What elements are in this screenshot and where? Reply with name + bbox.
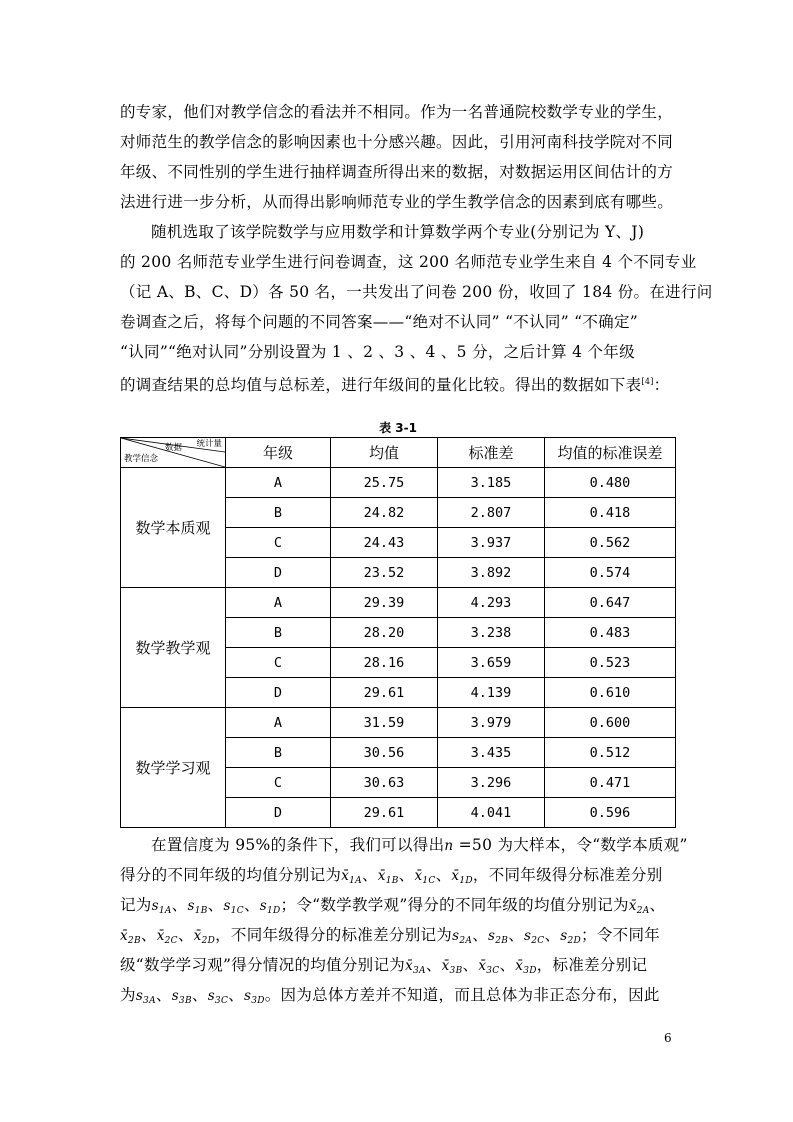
math-subscript: 2C xyxy=(531,936,545,946)
table-cell: A xyxy=(226,708,331,738)
math-subscript: 1D xyxy=(266,906,281,916)
table-cell: B xyxy=(226,498,331,528)
table-row xyxy=(121,468,676,498)
table-cell: 23.52 xyxy=(331,558,438,588)
table-cell: 0.418 xyxy=(545,498,676,528)
table-cell: 29.61 xyxy=(331,798,438,828)
separator: 、 xyxy=(499,956,516,974)
table-cell: 0.596 xyxy=(545,798,676,828)
table-cell: 0.562 xyxy=(545,528,676,558)
math-subscript: 2B xyxy=(127,936,141,946)
table-cell: 3.937 xyxy=(438,528,545,558)
table-cell: C xyxy=(226,768,331,798)
math-subscript: 2A xyxy=(459,936,473,946)
math-subscript: 1C xyxy=(422,876,436,886)
paragraph-1 xyxy=(120,97,676,217)
table-cell: 0.483 xyxy=(545,618,676,648)
table-cell: B xyxy=(226,738,331,768)
text-line: 随机选取了该学院数学与应用数学和计算数学两个专业(分别记为 Y、J) xyxy=(151,223,645,241)
table-cell: C xyxy=(226,528,331,558)
table-cell: 0.610 xyxy=(545,678,676,708)
math-subscript: 2C xyxy=(164,936,178,946)
separator: 、 xyxy=(171,896,188,914)
paragraph-3 xyxy=(120,830,688,1010)
separator: 、 xyxy=(472,926,488,944)
math-symbol: x̄ xyxy=(120,928,128,944)
math-symbol: x̄ xyxy=(628,898,637,914)
group-label: 数学本质观 xyxy=(121,468,226,588)
math-symbol: s xyxy=(135,988,144,1004)
separator: 、 xyxy=(243,896,260,914)
corner-label-bottom: 教学信念 xyxy=(124,454,159,464)
math-symbol: x̄ xyxy=(478,958,487,974)
text-line xyxy=(120,860,676,890)
table-cell: 0.600 xyxy=(545,708,676,738)
table-cell: 3.979 xyxy=(438,708,545,738)
table-cell: A xyxy=(226,468,331,498)
math-symbol: s xyxy=(259,898,267,914)
table-cell: 2.807 xyxy=(438,498,545,528)
math-symbol: s xyxy=(243,988,252,1004)
math-symbol: x̄ xyxy=(441,958,450,974)
text-segment: 的调查结果的总均值与总标差，进行年级间的量化比较。得出的数据如下表 xyxy=(120,376,642,394)
table-cell: D xyxy=(226,678,331,708)
group-label: 数学学习观 xyxy=(121,708,226,828)
table-cell: 30.63 xyxy=(331,768,438,798)
table-cell: 0.471 xyxy=(545,768,676,798)
separator: 、 xyxy=(155,986,172,1004)
math-subscript: 2B xyxy=(495,936,509,946)
group-label: 数学教学观 xyxy=(121,588,226,708)
table-cell: 0.574 xyxy=(545,558,676,588)
separator: 、 xyxy=(462,956,479,974)
text-line: 卷调查之后，将每个问题的不同答案——“绝对不认同” “不认同” “不确定” xyxy=(120,313,639,331)
separator: 、 xyxy=(140,926,157,944)
table-cell: 24.82 xyxy=(331,498,438,528)
math-subscript: 1B xyxy=(385,876,399,886)
math-symbol: s xyxy=(171,988,179,1004)
table-cell: 28.20 xyxy=(331,618,438,648)
data-table xyxy=(120,437,676,828)
math-subscript: 3B xyxy=(178,996,192,1006)
text-segment: 。因为总体方差并不知道，而且总体为非正态分布，因此 xyxy=(264,986,660,1004)
table-cell: 4.139 xyxy=(438,678,545,708)
math-symbol: s xyxy=(187,898,195,914)
separator: 、 xyxy=(508,926,524,944)
table-row xyxy=(121,588,676,618)
table-cell: 0.512 xyxy=(545,738,676,768)
text-segment: 不同年级得分标准差分别 xyxy=(488,866,663,884)
table-cell: 0.480 xyxy=(545,468,676,498)
separator: 、 xyxy=(435,866,452,884)
separator: 、 xyxy=(191,986,208,1004)
table-cell: 25.75 xyxy=(331,468,438,498)
text-line xyxy=(120,980,676,1010)
table-cell: 31.59 xyxy=(331,708,438,738)
column-header: 年级 xyxy=(226,438,331,468)
corner-label-middle: 数据 xyxy=(165,443,183,453)
separator: 、 xyxy=(544,926,561,944)
math-subscript: 2D xyxy=(201,936,216,946)
math-symbol: x̄ xyxy=(405,958,413,974)
table-cell: 3.185 xyxy=(438,468,545,498)
math-subscript: 3C xyxy=(486,966,500,976)
column-header: 均值的标准误差 xyxy=(545,438,676,468)
math-subscript: 1D xyxy=(459,876,473,886)
table-cell: 4.293 xyxy=(438,588,545,618)
text-line: 的 200 名师范专业学生进行问卷调查，这 200 名师范专业学生来自 4 个不同专业 xyxy=(120,253,697,271)
math-subscript: 3A xyxy=(143,996,156,1006)
math-symbol: x̄ xyxy=(414,868,423,884)
table-cell: 3.435 xyxy=(438,738,545,768)
text-line: 年级、不同性别的学生进行抽样调查所得出来的数据，对数据运用区间估计的方 xyxy=(120,163,674,181)
math-symbol: s xyxy=(488,928,496,944)
table-caption: 表 3-1 xyxy=(379,421,417,435)
text-line: 的专家，他们对教学信念的看法并不相同。作为一名普通院校数学专业的学生， xyxy=(120,103,674,121)
table-cell: 3.296 xyxy=(438,768,545,798)
table-cell: 0.523 xyxy=(545,648,676,678)
table-cell: 4.041 xyxy=(438,798,545,828)
separator: 、 xyxy=(177,926,194,944)
text-line: （记 A、B、C、D）各 50 名，一共发出了问卷 200 份，收回了 184 份。在进行问 xyxy=(120,283,713,301)
table-cell: 3.238 xyxy=(438,618,545,648)
table-cell: 30.56 xyxy=(331,738,438,768)
math-symbol: x̄ xyxy=(156,928,165,944)
separator: 、 xyxy=(398,866,415,884)
math-variable-n: n xyxy=(444,838,454,854)
text-line xyxy=(120,830,688,860)
math-symbol: x̄ xyxy=(377,868,386,884)
table-cell: D xyxy=(226,798,331,828)
text-segment: ： xyxy=(653,376,670,394)
separator: 、 xyxy=(649,896,666,914)
text-segment: ；令“数学教学观”得分的不同年级的均值分别记为 xyxy=(280,896,629,914)
math-subscript: 1A xyxy=(349,876,362,886)
math-subscript: 3A xyxy=(412,966,426,976)
text-segment: =50 为大样本，令“数学本质观” xyxy=(453,836,688,854)
text-line: 法进行进一步分析，从而得出影响师范专业的学生教学信念的因素到底有哪些。 xyxy=(120,193,674,211)
table-cell: A xyxy=(226,588,331,618)
table-cell: 29.39 xyxy=(331,588,438,618)
text-line xyxy=(120,890,676,920)
citation-mark: [4] xyxy=(641,377,654,386)
text-line: “认同”“绝对认同”分别设置为 1 、2 、3 、4 、5 分，之后计算 4 个年级 xyxy=(120,343,635,361)
math-symbol: s xyxy=(151,898,159,914)
text-segment: ，标准差分别记 xyxy=(536,956,648,974)
math-symbol: s xyxy=(524,928,532,944)
column-header: 均值 xyxy=(331,438,438,468)
math-subscript: 1B xyxy=(194,906,208,916)
text-segment: 为 xyxy=(120,986,136,1004)
table-cell: 0.647 xyxy=(545,588,676,618)
table-cell: C xyxy=(226,648,331,678)
page-number: 6 xyxy=(664,1031,672,1045)
text-line: 对师范生的教学信念的影响因素也十分感兴趣。因此，引用河南科技学院对不同 xyxy=(120,133,674,151)
text-line xyxy=(120,950,676,980)
table-cell: B xyxy=(226,618,331,648)
separator: 、 xyxy=(228,986,244,1004)
table-header-row xyxy=(121,438,676,468)
table-cell: 3.892 xyxy=(438,558,545,588)
math-subscript: 2D xyxy=(567,936,582,946)
table-cell: D xyxy=(226,558,331,588)
math-symbol: x̄ xyxy=(193,928,202,944)
math-subscript: 3C xyxy=(214,996,229,1006)
math-symbol: s xyxy=(452,928,460,944)
column-header: 标准差 xyxy=(438,438,545,468)
math-subscript: 3D xyxy=(523,966,537,976)
text-segment: 得分的不同年级的均值分别记为 xyxy=(120,866,342,884)
text-segment: 记为 xyxy=(120,896,152,914)
text-line xyxy=(120,920,676,950)
text-segment: ，不同年级得分的标准差分别记为 xyxy=(215,926,453,944)
separator: ， xyxy=(472,866,489,884)
table-cell: 24.43 xyxy=(331,528,438,558)
corner-label-top: 统计量 xyxy=(196,439,222,449)
text-segment: ；令不同年 xyxy=(581,926,661,944)
math-symbol: s xyxy=(560,928,568,944)
text-segment: 在置信度为 95%的条件下，我们可以得出 xyxy=(151,836,445,854)
separator: 、 xyxy=(361,866,378,884)
math-symbol: s xyxy=(207,988,215,1004)
math-subscript: 3B xyxy=(449,966,463,976)
table-row xyxy=(121,708,676,738)
math-symbol: x̄ xyxy=(515,958,524,974)
separator: 、 xyxy=(207,896,224,914)
math-subscript: 2A xyxy=(636,906,650,916)
text-segment: 级“数学学习观”得分情况的均值分别记为 xyxy=(120,956,406,974)
math-subscript: 1C xyxy=(230,906,244,916)
diagonal-header-cell xyxy=(121,438,226,468)
separator: 、 xyxy=(425,956,442,974)
math-symbol: x̄ xyxy=(341,868,350,884)
table-cell: 28.16 xyxy=(331,648,438,678)
math-subscript: 1A xyxy=(158,906,172,916)
math-subscript: 3D xyxy=(251,996,265,1006)
table-cell: 29.61 xyxy=(331,678,438,708)
paragraph-2 xyxy=(120,217,713,397)
math-symbol: s xyxy=(223,898,231,914)
text-line xyxy=(120,367,676,397)
table-cell: 3.659 xyxy=(438,648,545,678)
math-symbol: x̄ xyxy=(451,868,460,884)
